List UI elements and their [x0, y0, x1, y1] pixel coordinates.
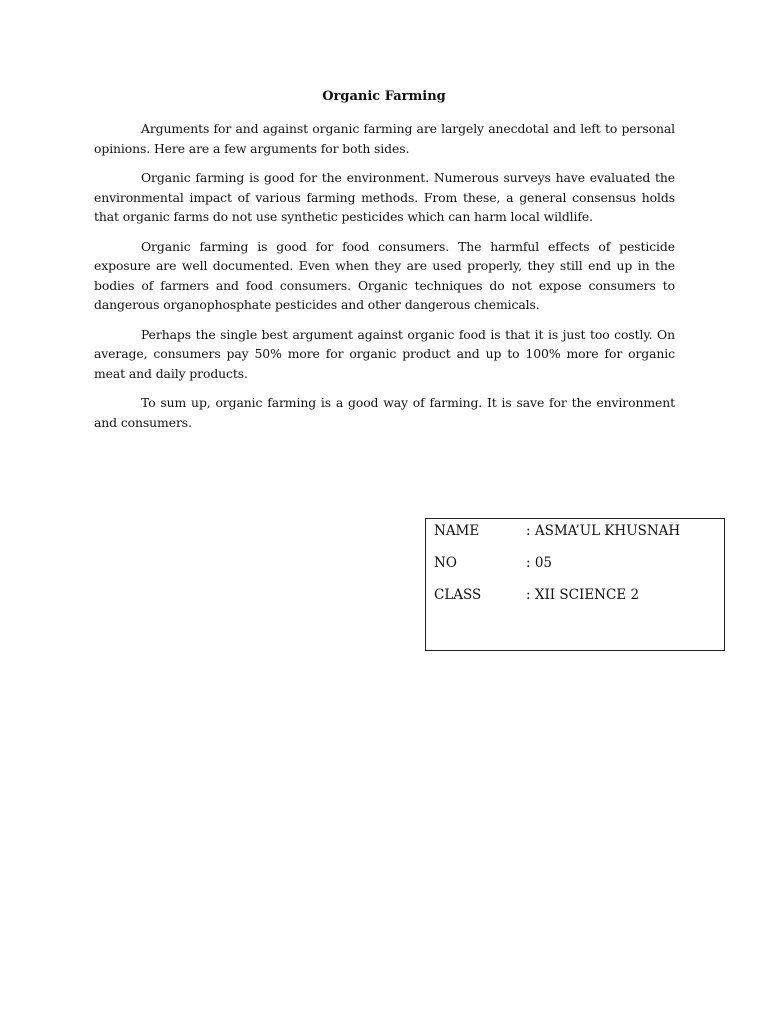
paragraph-conclusion: To sum up, organic farming is a good way of farming. It is save for the environment and consumers. — [94, 395, 675, 430]
info-value-number: : 05 — [526, 555, 553, 571]
paragraph-consumers: Organic farming is good for food consumers. The harmful effects of pesticide exposure are well documented. Even when they are used properly, they still end up in the bodies of farmers and food consumers. Organic techniques do not expose consumers to dangerous organophosphate pesticides and other dangerous chemicals. — [94, 238, 675, 312]
info-row-class — [434, 585, 639, 605]
student-info-box — [425, 518, 725, 651]
info-value-name: : ASMA’UL KHUSNAH — [526, 523, 681, 539]
paragraph-cost: Perhaps the single best argument against organic food is that it is just too costly. On average, consumers pay 50% more for organic product and up to 100% more for organic meat and daily products. — [94, 326, 675, 381]
info-value-class: : XII SCIENCE 2 — [526, 587, 640, 603]
paragraph-intro: Arguments for and against organic farming are largely anecdotal and left to personal opinions. Here are a few arguments for both sides. — [94, 121, 675, 156]
info-row-number — [434, 553, 552, 573]
document-title: Organic Farming — [322, 89, 446, 104]
info-label-number: NO — [434, 555, 457, 571]
info-label-name: NAME — [434, 523, 480, 539]
info-row-name — [434, 521, 680, 541]
paragraph-environment: Organic farming is good for the environment. Numerous surveys have evaluated the environmental impact of various farming methods. From these, a general consensus holds that organic farms do not use synthetic pesticides which can harm local wildlife. — [94, 170, 675, 224]
document-body — [94, 119, 675, 442]
info-label-class: CLASS — [434, 587, 482, 603]
